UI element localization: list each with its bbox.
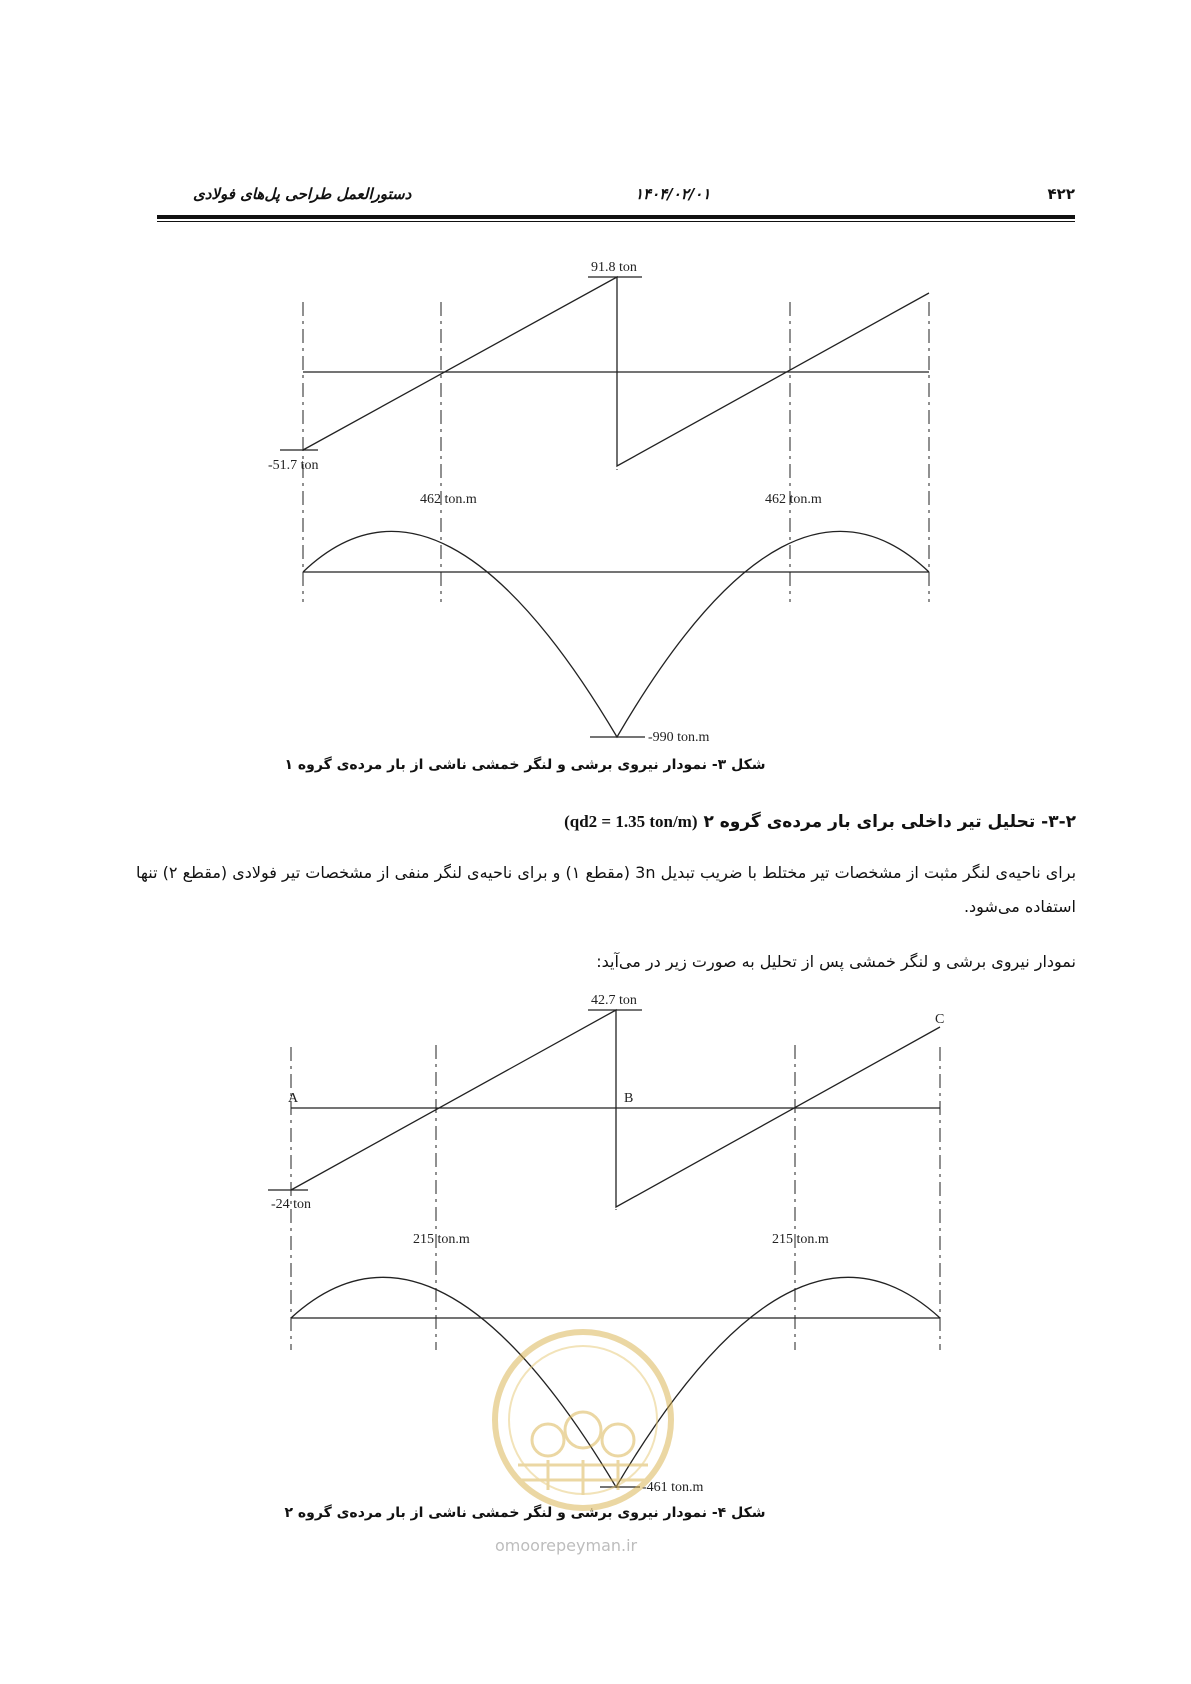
watermark-url: omoorepeyman.ir	[495, 1536, 638, 1555]
figure3-diagram	[280, 277, 929, 737]
figure3-moment-curve	[303, 531, 929, 737]
figure3-shear-min-label: -51.7 ton	[268, 458, 319, 473]
section-heading-text: ۳-۲- تحلیل تیر داخلی برای بار مرده‌ی گروه ۲	[703, 812, 1076, 832]
figure4-caption: شکل ۴- نمودار نیروی برشی و لنگر خمشی ناشی از بار مرده‌ی گروه ۲	[284, 1505, 766, 1521]
figure4-moment-left-label: 215 ton.m	[413, 1232, 470, 1247]
page-number: ۴۲۲	[1047, 185, 1075, 203]
figure4-shear-min-label: -24 ton	[271, 1197, 312, 1212]
figure4-moment-right-label: 215 ton.m	[772, 1232, 829, 1247]
section-heading-load: (qd2 = 1.35 ton/m)	[564, 812, 698, 831]
header-date: ۱۴۰۴/۰۲/۰۱	[635, 185, 711, 203]
figure4-point-b: B	[624, 1091, 634, 1106]
header-title: دستورالعمل طراحی پل‌های فولادی	[193, 185, 412, 203]
watermark-seal-icon	[488, 1325, 678, 1515]
figure3-shear-max-label: 91.8 ton	[591, 260, 637, 275]
figure3-moment-right-label: 462 ton.m	[765, 492, 822, 507]
section-paragraph-1: برای ناحیه‌ی لنگر مثبت از مشخصات تیر مختلط با ضریب تبدیل 3n (مقطع ۱) و برای ناحیه‌ی لنگر منفی از مشخصات تیر فولادی (مقطع ۲) تنها استفاده می‌شود.	[136, 863, 1077, 916]
section-paragraph-2: نمودار نیروی برشی و لنگر خمشی پس از تحلیل به صورت زیر در می‌آید:	[596, 952, 1076, 971]
figure3-gridlines	[303, 280, 929, 602]
figure3-moment-neg-label: -990 ton.m	[648, 730, 710, 745]
figure4-moment-neg-label: -461 ton.m	[642, 1480, 704, 1495]
figure3-moment-left-label: 462 ton.m	[420, 492, 477, 507]
figure3-caption: شکل ۳- نمودار نیروی برشی و لنگر خمشی ناشی از بار مرده‌ی گروه ۱	[284, 757, 766, 773]
figure4-point-a: A	[288, 1091, 299, 1106]
figure4-shear-max-label: 42.7 ton	[591, 993, 637, 1008]
section-heading	[136, 812, 1076, 832]
figure4-point-c: C	[935, 1012, 945, 1027]
